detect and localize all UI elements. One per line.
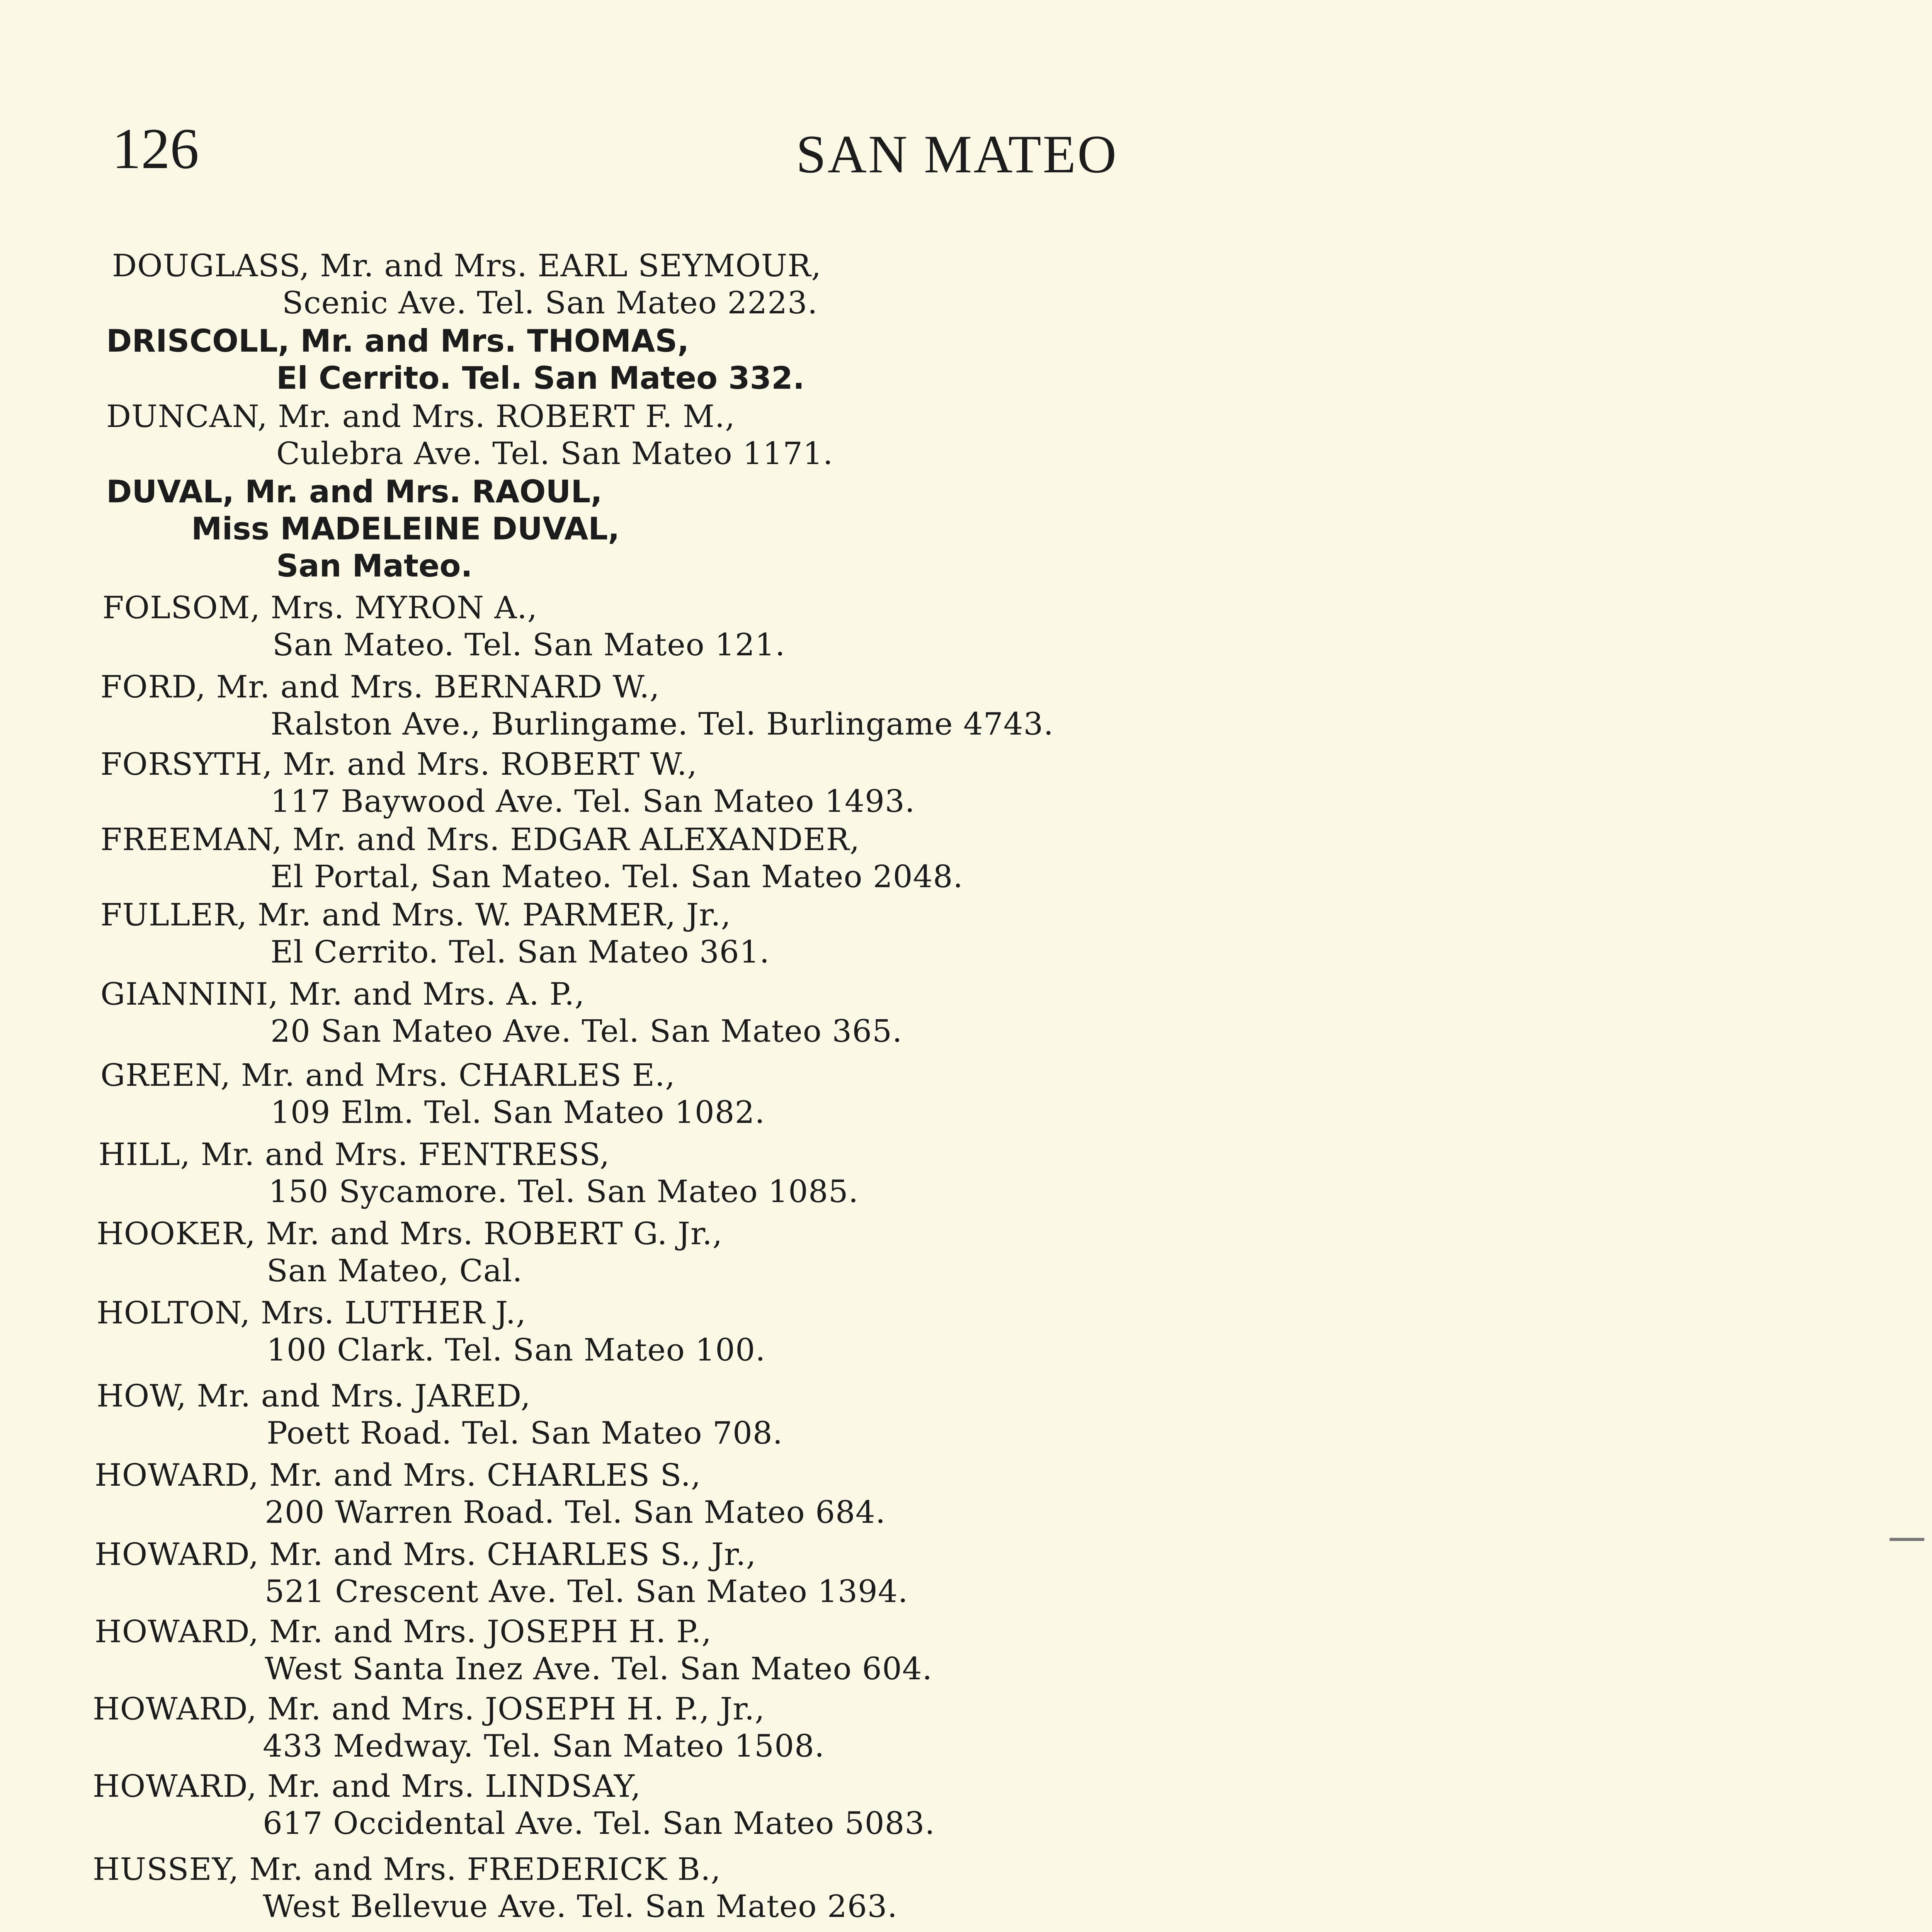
entry-detail: 200 Warren Road. Tel. San Mateo 684. <box>265 1494 886 1530</box>
entry-name: HOWARD, Mr. and Mrs. JOSEPH H. P., <box>95 1614 712 1650</box>
directory-entry <box>100 896 1932 971</box>
entry-name: DUNCAN, Mr. and Mrs. ROBERT F. M., <box>106 398 735 434</box>
entry-detail: 433 Medway. Tel. San Mateo 1508. <box>263 1728 825 1764</box>
directory-entry <box>100 746 1932 820</box>
entry-name: DRISCOLL, Mr. and Mrs. THOMAS, <box>106 323 689 359</box>
directory-entry <box>97 1294 1932 1369</box>
directory-entry <box>106 398 1932 472</box>
entry-detail: El Cerrito. Tel. San Mateo 361. <box>270 934 770 970</box>
directory-entry <box>93 1768 1932 1842</box>
directory-entry <box>95 1613 1932 1687</box>
entry-name: DOUGLASS, Mr. and Mrs. EARL SEYMOUR, <box>112 248 821 284</box>
entry-name: FORD, Mr. and Mrs. BERNARD W., <box>100 669 660 705</box>
entry-name: HUSSEY, Mr. and Mrs. FREDERICK B., <box>93 1851 721 1887</box>
entry-name: HOWARD, Mr. and Mrs. LINDSAY, <box>93 1768 641 1804</box>
entry-name: GREEN, Mr. and Mrs. CHARLES E., <box>100 1057 675 1093</box>
entry-name: DUVAL, Mr. and Mrs. RAOUL, <box>106 474 602 510</box>
page-number: 126 <box>112 117 199 181</box>
entry-detail: 617 Occidental Ave. Tel. San Mateo 5083. <box>263 1805 935 1841</box>
entry-name: HOWARD, Mr. and Mrs. CHARLES S., <box>95 1457 701 1493</box>
directory-entry <box>97 1378 1932 1452</box>
entry-detail: San Mateo. <box>276 548 473 584</box>
entry-name: HOWARD, Mr. and Mrs. JOSEPH H. P., Jr., <box>93 1691 765 1727</box>
entry-detail: West Bellevue Ave. Tel. San Mateo 263. <box>263 1888 898 1924</box>
entry-detail: 20 San Mateo Ave. Tel. San Mateo 365. <box>270 1013 903 1049</box>
entry-detail: 109 Elm. Tel. San Mateo 1082. <box>270 1094 765 1130</box>
entry-detail: Scenic Ave. Tel. San Mateo 2223. <box>282 285 818 321</box>
entry-name: GIANNINI, Mr. and Mrs. A. P., <box>100 976 585 1012</box>
directory-entry <box>93 1851 1932 1925</box>
entry-detail: 150 Sycamore. Tel. San Mateo 1085. <box>269 1173 859 1209</box>
entry-name: HOLTON, Mrs. LUTHER J., <box>97 1295 526 1331</box>
directory-entry <box>97 1215 1932 1289</box>
directory-entry <box>100 668 1932 743</box>
directory-entry <box>100 976 1932 1050</box>
directory-entry <box>100 1057 1932 1131</box>
directory-entry <box>102 589 1932 663</box>
page-title: SAN MATEO <box>796 124 1118 184</box>
directory-entry <box>95 1457 1932 1531</box>
entry-detail: 521 Crescent Ave. Tel. San Mateo 1394. <box>265 1573 908 1609</box>
entry-detail: West Santa Inez Ave. Tel. San Mateo 604. <box>265 1651 933 1687</box>
directory-entry <box>106 323 1932 397</box>
entry-detail: Poett Road. Tel. San Mateo 708. <box>267 1415 783 1451</box>
entry-name: FULLER, Mr. and Mrs. W. PARMER, Jr., <box>100 897 731 933</box>
entry-name: HILL, Mr. and Mrs. FENTRESS, <box>99 1136 610 1172</box>
entry-detail: Ralston Ave., Burlingame. Tel. Burlingame 4743. <box>270 706 1054 742</box>
directory-entry <box>93 1690 1932 1765</box>
entry-detail: Culebra Ave. Tel. San Mateo 1171. <box>276 435 833 471</box>
entry-detail: El Cerrito. Tel. San Mateo 332. <box>276 360 805 396</box>
directory-entry <box>99 1136 1932 1210</box>
entry-name: HOOKER, Mr. and Mrs. ROBERT G. Jr., <box>97 1216 723 1252</box>
entry-name: FOLSOM, Mrs. MYRON A., <box>102 590 538 626</box>
entry-name: HOW, Mr. and Mrs. JARED, <box>97 1378 531 1414</box>
print-speck <box>1889 1538 1924 1541</box>
entry-detail: San Mateo. Tel. San Mateo 121. <box>272 627 786 663</box>
entry-detail: 117 Baywood Ave. Tel. San Mateo 1493. <box>270 783 915 819</box>
directory-entry <box>112 247 1932 321</box>
entry-detail: Miss MADELEINE DUVAL, <box>191 511 620 547</box>
entry-detail: El Portal, San Mateo. Tel. San Mateo 2048. <box>270 859 963 895</box>
directory-entry <box>100 821 1932 895</box>
directory-entry <box>95 1536 1932 1610</box>
entry-detail: San Mateo, Cal. <box>267 1253 523 1289</box>
entry-name: FORSYTH, Mr. and Mrs. ROBERT W., <box>100 746 697 782</box>
entry-name: HOWARD, Mr. and Mrs. CHARLES S., Jr., <box>95 1536 757 1572</box>
entry-detail: 100 Clark. Tel. San Mateo 100. <box>267 1332 766 1368</box>
entry-name: FREEMAN, Mr. and Mrs. EDGAR ALEXANDER, <box>100 821 860 857</box>
directory-entry <box>106 473 1932 585</box>
